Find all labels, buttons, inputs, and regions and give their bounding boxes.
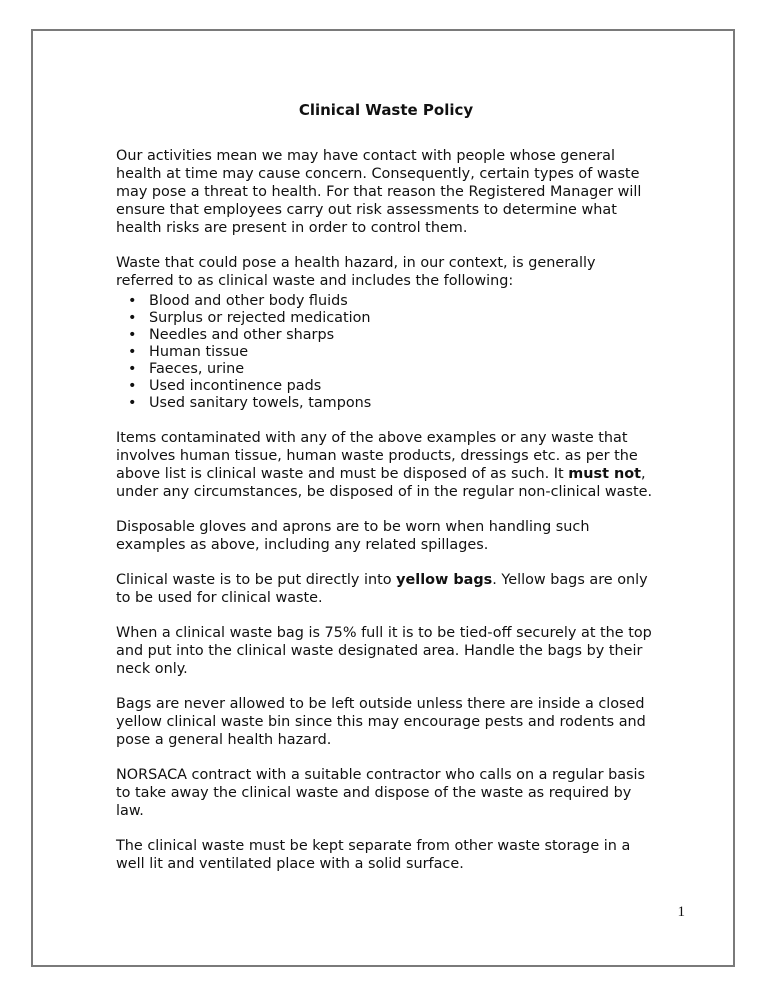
contamination-text-end: , under any circumstances, be disposed of in the regular non-clinical waste.: [116, 466, 653, 500]
yellow-bags-text-start: Clinical waste is to be put directly into: [116, 572, 397, 588]
intro-paragraph: Our activities mean we may have contact with people whose general health at time may cause concern. Consequently, certain types of waste may pose a threat to health. For that reason the Registered Manager will ensure that employees carry out risk assessments to determine what health risks are present in order to control them.: [116, 148, 642, 236]
must-not-emphasis: must not: [568, 466, 641, 482]
yellow-bags-text-end: . Yellow bags are only to be used for clinical waste.: [116, 572, 648, 606]
page-number: 1: [677, 904, 685, 920]
page-title: Clinical Waste Policy: [298, 101, 474, 119]
separation-paragraph: The clinical waste must be kept separate from other waste storage in a well lit and ventilated place with a solid surface.: [116, 838, 631, 872]
bag-handling-paragraph: When a clinical waste bag is 75% full it is to be tied-off securely at the top and put into the clinical waste designated area. Handle the bags by their neck only.: [116, 625, 652, 677]
list-item: • Needles and other sharps: [149, 327, 656, 344]
definition-paragraph: Waste that could pose a health hazard, in our context, is generally referred to as clinical waste and includes the following:: [116, 255, 596, 289]
document-body: [116, 101, 656, 890]
list-item: • Faeces, urine: [149, 361, 656, 378]
list-item: • Human tissue: [149, 344, 656, 361]
list-item: • Used sanitary towels, tampons: [149, 395, 656, 412]
document-page: [31, 29, 735, 967]
list-item: • Blood and other body fluids: [149, 293, 656, 310]
contractor-paragraph: NORSACA contract with a suitable contractor who calls on a regular basis to take away the clinical waste and dispose of the waste as required by law.: [116, 767, 646, 819]
yellow-bags-emphasis: yellow bags: [396, 572, 493, 588]
yellow-bags-paragraph: [116, 571, 656, 607]
contamination-paragraph: [116, 429, 656, 501]
contamination-text-start: Items contaminated with any of the above examples or any waste that involves human tissue, human waste products, dressings etc. as per the above list is clinical waste and must be disposed of as such. It: [116, 430, 638, 482]
clinical-waste-list: [116, 293, 656, 412]
ppe-paragraph: Disposable gloves and aprons are to be worn when handling such examples as above, including any related spillages.: [116, 519, 590, 553]
list-item: • Surplus or rejected medication: [149, 310, 656, 327]
storage-outside-paragraph: Bags are never allowed to be left outside unless there are inside a closed yellow clinical waste bin since this may encourage pests and rodents and pose a general health hazard.: [116, 696, 646, 748]
list-item: • Used incontinence pads: [149, 378, 656, 395]
